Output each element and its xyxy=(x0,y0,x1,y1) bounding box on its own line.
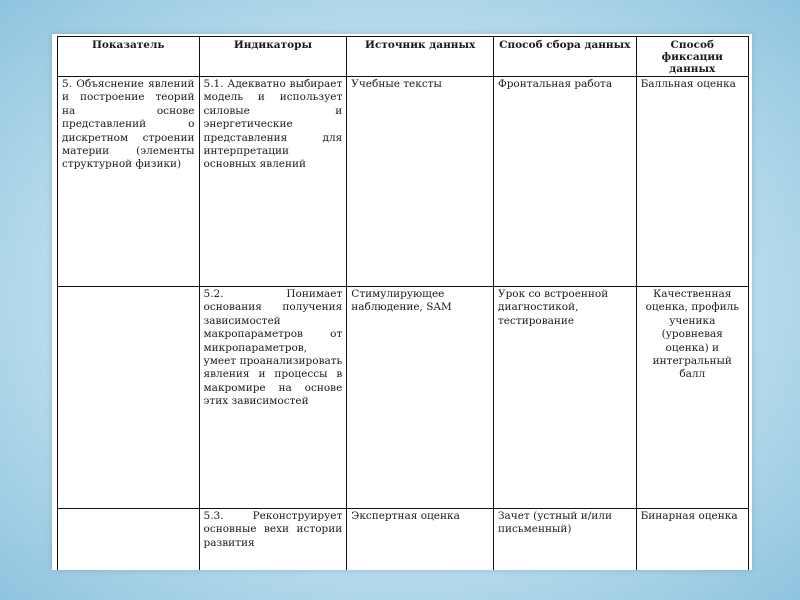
table-row xyxy=(58,509,749,571)
assessment-table xyxy=(57,36,749,570)
cell-indicator: 5.2. Понимает основания получения зависимостей макропараметров от микропараметров, умеет проанализировать явления и процессы в макромире на основе этих зависимостей xyxy=(199,287,347,509)
header-fixation-method: Способ фиксации данных xyxy=(636,37,748,77)
cell-data-source: Стимулирующее наблюдение, SAM xyxy=(347,287,494,509)
cell-indicator-name: 5. Объяснение явлений и построение теорий на основе представлений о дискретном строении материи (элементы структурной физики) xyxy=(58,77,200,287)
cell-collection-method: Урок со встроенной диагностикой, тестирование xyxy=(494,287,637,509)
cell-fixation-method: Качественная оценка, профиль ученика (уровневая оценка) и интегральный балл xyxy=(636,287,748,509)
cell-collection-method: Фронтальная работа xyxy=(494,77,637,287)
table-row xyxy=(58,77,749,287)
header-collection-method: Способ сбора данных xyxy=(494,37,637,77)
document-page xyxy=(52,34,752,570)
header-data-source: Источник данных xyxy=(347,37,494,77)
table-row xyxy=(58,287,749,509)
header-indicator-name: Показатель xyxy=(58,37,200,77)
cell-indicator: 5.3. Реконструирует основные вехи истории развития xyxy=(199,509,347,571)
cell-data-source: Экспертная оценка xyxy=(347,509,494,571)
cell-indicator-name xyxy=(58,509,200,571)
header-indicators: Индикаторы xyxy=(199,37,347,77)
cell-collection-method: Зачет (устный и/или письменный) xyxy=(494,509,637,571)
cell-fixation-method: Бинарная оценка xyxy=(636,509,748,571)
cell-indicator-name xyxy=(58,287,200,509)
cell-fixation-method: Балльная оценка xyxy=(636,77,748,287)
cell-indicator: 5.1. Адекватно выбирает модель и использует силовые и энергетические представления для интерпретации основных явлений xyxy=(199,77,347,287)
cell-data-source: Учебные тексты xyxy=(347,77,494,287)
table-header xyxy=(58,37,749,77)
